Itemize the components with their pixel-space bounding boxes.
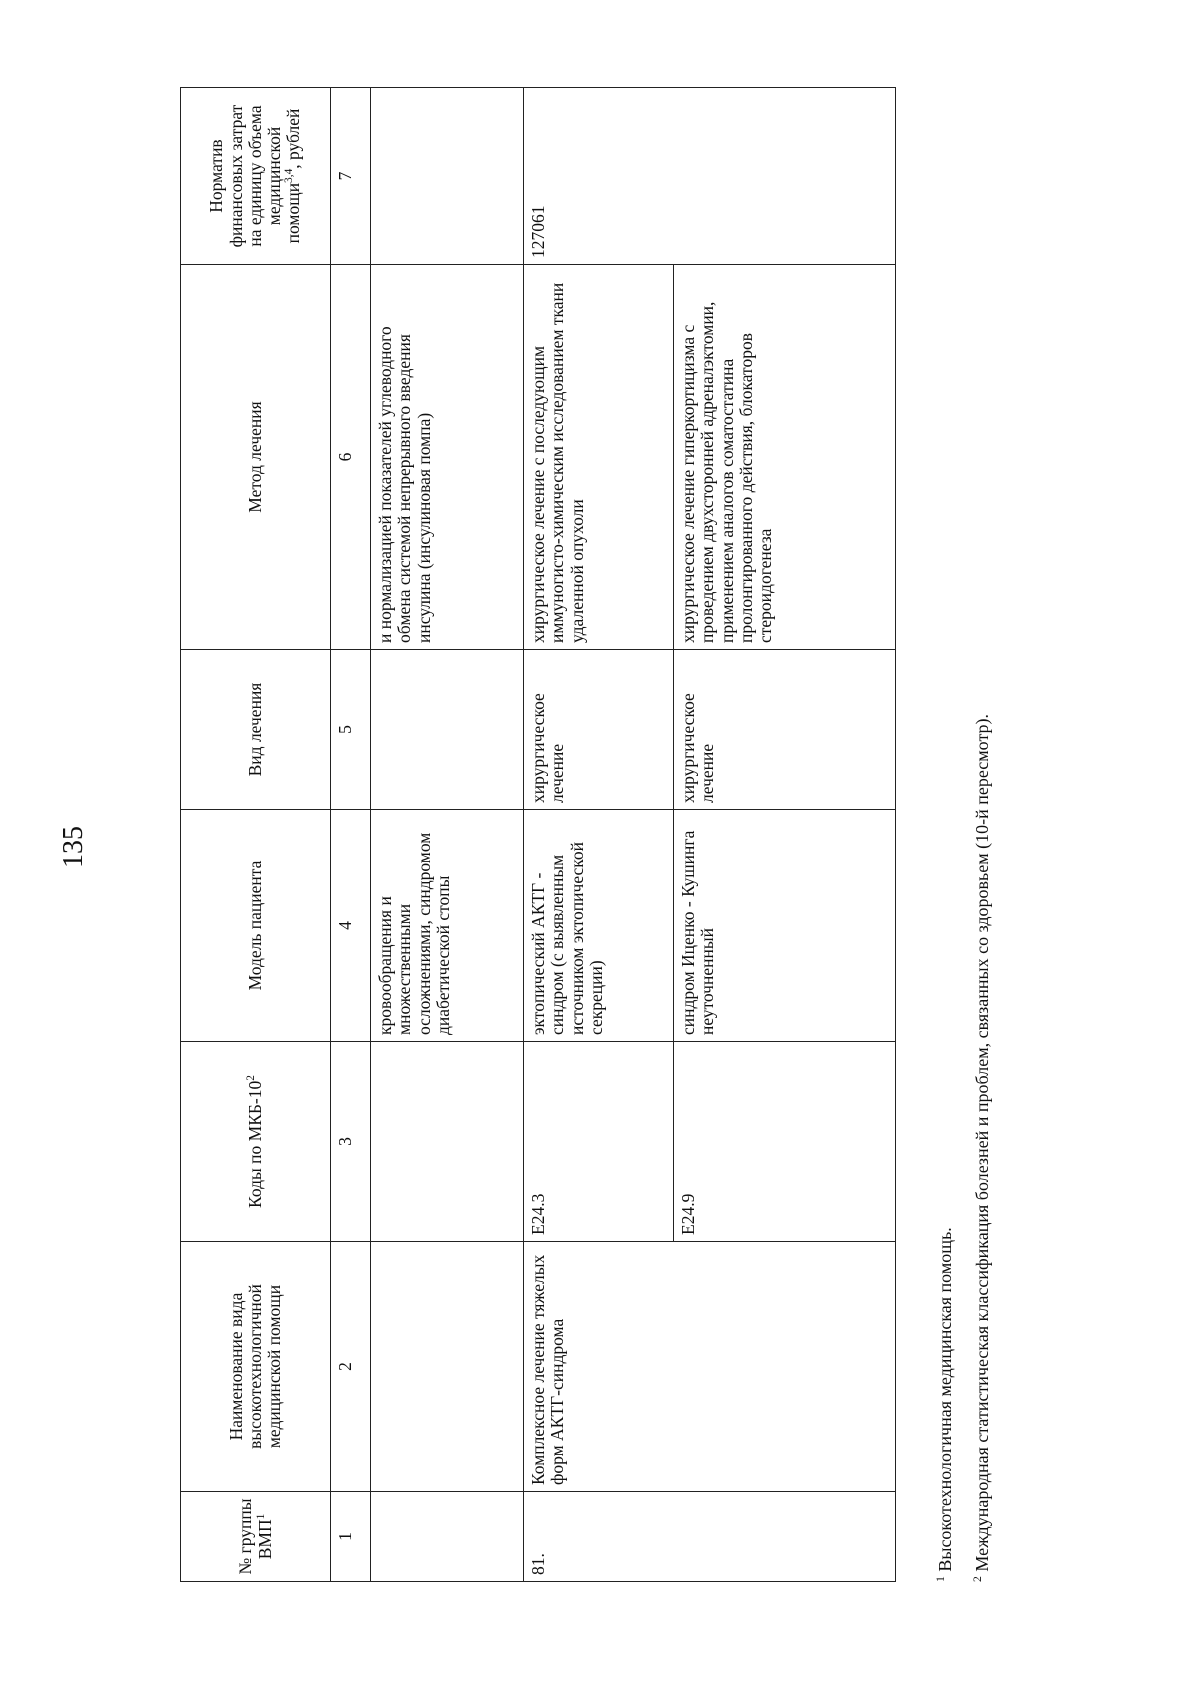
header-treatment-type: Вид лечения: [181, 650, 331, 810]
treatment-type: хирургическое лечение: [674, 650, 896, 810]
header-group-number: № группы ВМП$^1$: [181, 1492, 331, 1582]
icd-code: E24.9: [674, 1042, 896, 1242]
footnote-1: $^1$ Высокотехнологичная медицинская помощь.: [934, 1227, 955, 1582]
header-treatment-method: Метод лечения: [181, 265, 331, 650]
treatment-method: хирургическое лечение с последующим иммуногисто-химическим исследованием ткани удаленной опухоли: [524, 265, 674, 650]
patient-model: синдром Иценко - Кушинга неуточненный: [674, 810, 896, 1042]
treatment-method: хирургическое лечение гиперкортицизма с проведением двухсторонней адреналэктомии, применением аналогов соматостатина пролонгированного действия, блокаторов стероидогенеза: [674, 265, 896, 650]
index-cell: 3: [331, 1042, 371, 1242]
table-row: [524, 88, 674, 1582]
patient-model: эктопический АКТГ - синдром (с выявленным источником эктопической секреции): [524, 810, 674, 1042]
continuation-row: [371, 88, 524, 1582]
cost-value: 127061: [524, 88, 896, 265]
group-number: 81.: [524, 1492, 896, 1582]
footnotes: [935, 102, 1009, 1582]
index-cell: 7: [331, 88, 371, 265]
continuation-method: и нормализацией показателей углеводного обмена системой непрерывного введения инсулина (инсулиновая помпа): [371, 265, 524, 650]
index-cell: 2: [331, 1242, 371, 1492]
index-row: [331, 88, 371, 1582]
icd-code: E24.3: [524, 1042, 674, 1242]
header-patient-model: Модель пациента: [181, 810, 331, 1042]
header-vmp-name: Наименование вида высокотехнологичной медицинской помощи: [181, 1242, 331, 1492]
header-icd-codes: Коды по МКБ-$10^2$: [181, 1042, 331, 1242]
vmp-table: [180, 87, 896, 1582]
header-row: [181, 88, 331, 1582]
header-cost-norm: Норматив финансовых затрат на единицу объема медицинской помощи$^{3,4}$, рублей: [181, 88, 331, 265]
index-cell: 5: [331, 650, 371, 810]
index-cell: 1: [331, 1492, 371, 1582]
treatment-type: хирургическое лечение: [524, 650, 674, 810]
index-cell: 4: [331, 810, 371, 1042]
footnote-2: $^2$ Международная статистическая классификация болезней и проблем, связанных со здоровьем (10-й пересмотр).: [971, 713, 992, 1582]
group-name: Комплексное лечение тяжелых форм АКТГ-синдрома: [524, 1242, 896, 1492]
index-cell: 6: [331, 265, 371, 650]
continuation-model: кровообращения и множественными осложнениями, синдромом диабетической стопы: [371, 810, 524, 1042]
page-number: 135: [58, 826, 89, 868]
